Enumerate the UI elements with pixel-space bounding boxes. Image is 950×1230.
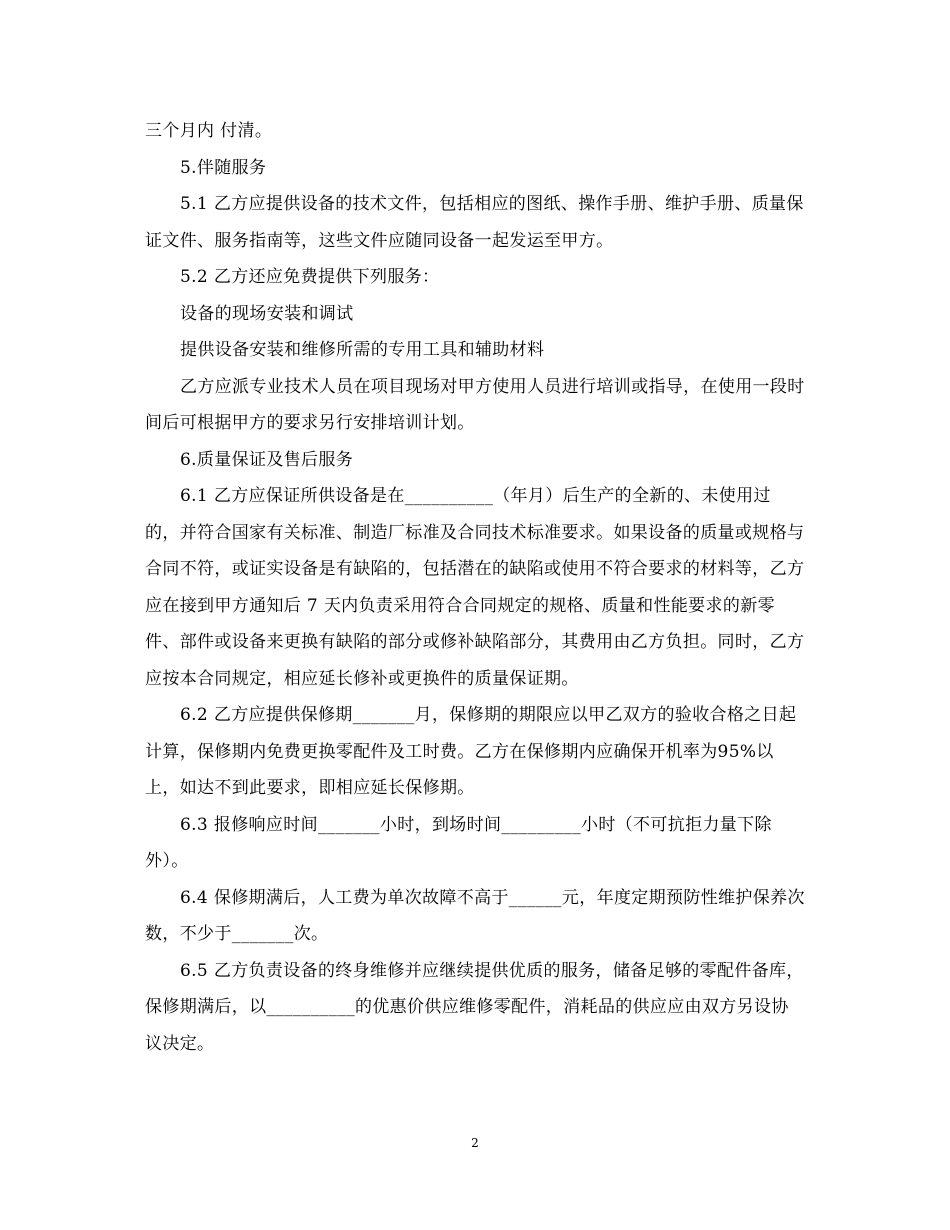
paragraph-6-5-lifetime-maintenance: 6.5 乙方负责设备的终身维修并应继续提供优质的服务，储备足够的零配件备库，保修期满后，以__________的优惠价供应维修零配件，消耗品的供应应由双方另设协议决定。 xyxy=(145,960,804,1054)
page-number: 2 xyxy=(471,1136,479,1150)
paragraph-5-1-technical-documents: 5.1 乙方应提供设备的技术文件，包括相应的图纸、操作手册、维护手册、质量保证文件、服务指南等，这些文件应随同设备一起发运至甲方。 xyxy=(145,194,804,251)
paragraph-6-4-labor-cost: 6.4 保修期满后，人工费为单次故障不高于______元，年度定期预防性维护保养次数，不少于_______次。 xyxy=(145,887,805,944)
paragraph-payment-continuation: 三个月内 付清。 xyxy=(145,121,273,141)
paragraph-5-2-free-services: 5.2 乙方还应免费提供下列服务： xyxy=(180,267,440,287)
paragraph-6-2-warranty-period: 6.2 乙方应提供保修期_______月，保修期的期限应以甲乙双方的验收合格之日起计算，保修期内免费更换零配件及工时费。乙方在保修期内应确保开机率为95%以上，如达不到此要求，即相应延长保修期。 xyxy=(145,705,797,798)
paragraph-training: 乙方应派专业技术人员在项目现场对甲方使用人员进行培训或指导，在使用一段时间后可根据甲方的要求另行安排培训计划。 xyxy=(145,376,805,433)
paragraph-6-3-response-time: 6.3 报修响应时间_______小时，到场时间_________小时（不可抗拒力量下除外）。 xyxy=(145,814,772,871)
paragraph-6-1-quality-guarantee: 6.1 乙方应保证所供设备是在__________（年月）后生产的全新的、未使用过的，并符合国家有关标准、制造厂标准及合同技术标准要求。如果设备的质量或规格与合同不符，或证实设备是有缺陷的，包括潜在的缺陷或使用不符合要求的材料等，乙方应在接到甲方通知后 7 天内负责采用符合合同规定的规格、质量和性能要求的新零件、部件或设备来更换有缺陷的部分或修补缺陷部分，其费用由乙方负担。同时，乙方应按本合同规定，相应延长修补或更换件的质量保证期。 xyxy=(145,486,805,689)
heading-accompanying-services: 5.伴随服务 xyxy=(180,157,267,178)
list-item-installation: 设备的现场安装和调试 xyxy=(180,303,354,324)
heading-quality-after-sales: 6.质量保证及售后服务 xyxy=(180,449,354,470)
document-body xyxy=(145,113,805,1062)
list-item-tools-materials: 提供设备安装和维修所需的专用工具和辅助材料 xyxy=(180,340,545,360)
